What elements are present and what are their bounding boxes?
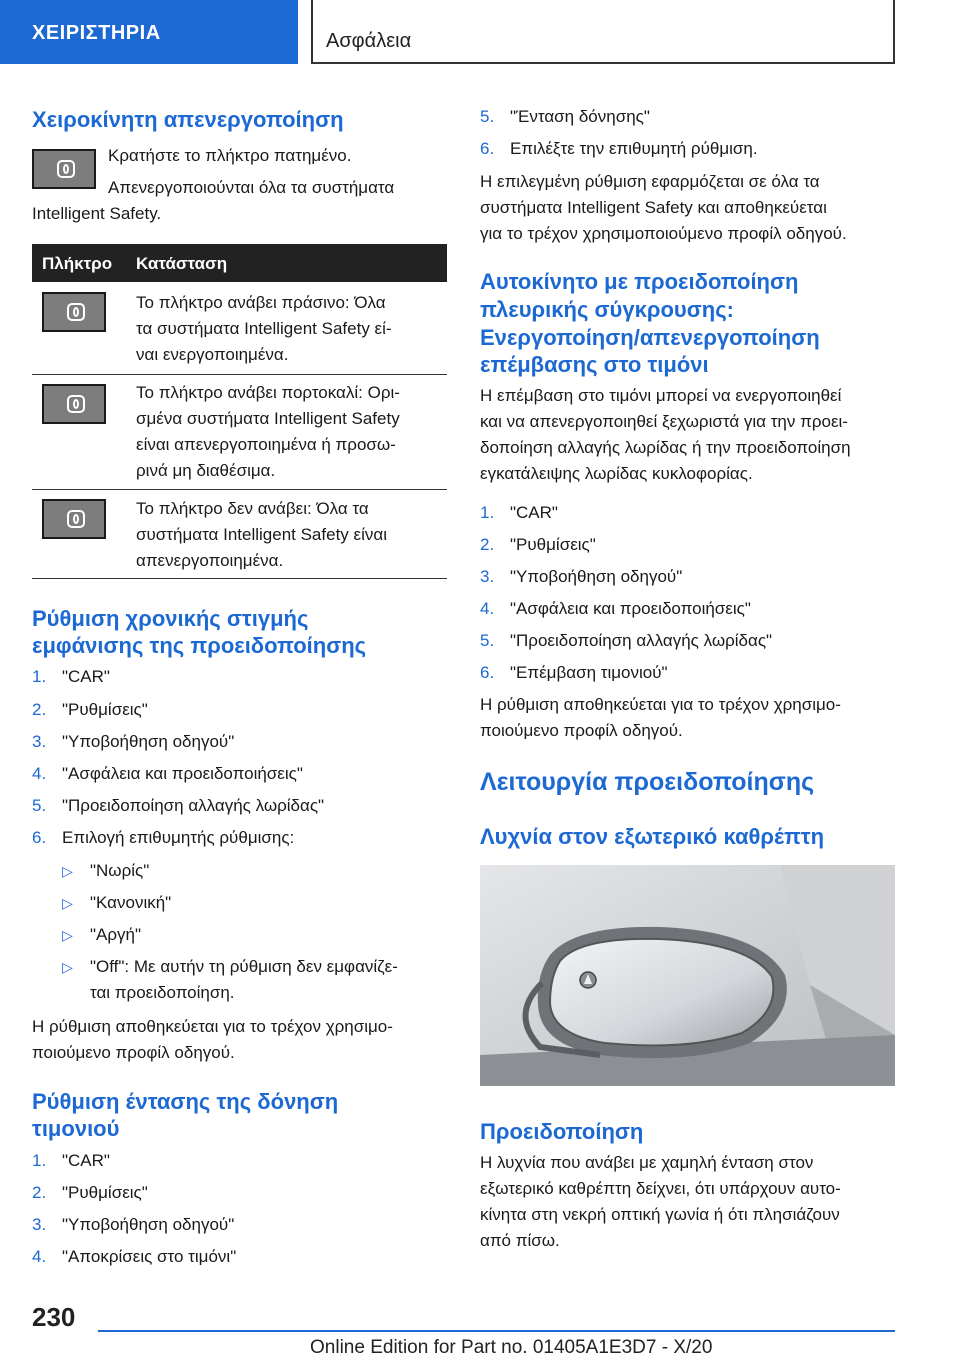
status-table-header xyxy=(32,244,447,282)
footer-rule xyxy=(98,1330,895,1332)
row2-line4: ρινά μη διαθέσιμα. xyxy=(136,461,276,480)
row2-line3: είναι απενεργοποιημένα ή προσω- xyxy=(136,435,396,454)
intelligent-safety-button-icon xyxy=(32,149,96,189)
header-divider-right xyxy=(893,0,895,64)
row3-line3: απενεργοποιημένα. xyxy=(136,551,284,570)
intervention-line4: εγκατάλειψης λωρίδας κυκλοφορίας. xyxy=(480,464,753,483)
saved-line1: Η ρύθμιση αποθηκεύεται για το τρέχον χρησιμο- xyxy=(480,695,841,714)
row3-line2: συστήματα Intelligent Safety είναι xyxy=(136,525,387,544)
side-mirror-illustration xyxy=(480,865,895,1086)
button-orange-icon xyxy=(42,384,106,424)
heading-mirror-lamp: Λυχνία στον εξωτερικό καθρέπτη xyxy=(480,824,825,849)
section-tab xyxy=(0,0,298,64)
table-bottom-rule xyxy=(32,578,447,579)
warning-line3: κίνητα στη νεκρή οπτική γωνία ή ότι πλησιάζουν xyxy=(480,1205,840,1224)
triangle-bullet-icon: ▷ xyxy=(62,927,73,943)
table-col-button: Πλήκτρο xyxy=(42,254,113,273)
button-green-icon xyxy=(42,292,106,332)
option-continuation: ται προειδοποίηση. xyxy=(90,983,235,1002)
heading-warning-timing-1: Ρύθμιση χρονικής στιγμής xyxy=(32,606,309,631)
press-instruction: Κρατήστε το πλήκτρο πατημένο. xyxy=(108,146,352,165)
row1-line3: ναι ενεργοποιημένα. xyxy=(136,345,289,364)
saved-line2: ποιούμενο προφίλ οδηγού. xyxy=(480,721,683,740)
applied-line2: συστήματα Intelligent Safety και αποθηκεύεται xyxy=(480,198,827,217)
heading-collision-3: Ενεργοποίηση/απενεργοποίηση xyxy=(480,325,820,350)
header-divider xyxy=(311,0,313,64)
intervention-line1: Η επέμβαση στο τιμόνι μπορεί να ενεργοποιηθεί xyxy=(480,386,842,405)
page-number: 230 xyxy=(32,1302,76,1332)
intervention-line2: και να απενεργοποιηθεί ξεχωριστά για την προει- xyxy=(480,412,848,431)
row3-line1: Το πλήκτρο δεν ανάβει: Όλα τα xyxy=(136,499,369,518)
saved-text-line1: Η ρύθμιση αποθηκεύεται για το τρέχον χρησιμο- xyxy=(32,1017,393,1036)
edition-note: Online Edition for Part no. 01405A1E3D7 - X/20 xyxy=(310,1337,713,1358)
heading-collision-2: πλευρικής σύγκρουσης: xyxy=(480,297,734,322)
button-off-icon xyxy=(42,499,106,539)
heading-collision-4: επέμβασης στο τιμόνι xyxy=(480,352,709,377)
heading-warning: Προειδοποίηση xyxy=(480,1119,644,1144)
applied-line1: Η επιλεγμένη ρύθμιση εφαρμόζεται σε όλα τα xyxy=(480,172,820,191)
heading-vibration-2: τιμονιού xyxy=(32,1116,120,1141)
heading-warning-function: Λειτουργία προειδοποίησης xyxy=(480,768,815,796)
page-title: Ασφάλεια xyxy=(326,30,412,52)
triangle-bullet-icon: ▷ xyxy=(62,895,73,911)
side-mirror-image xyxy=(480,865,895,1086)
table-divider xyxy=(32,489,447,490)
deactivation-text-line2: Intelligent Safety. xyxy=(32,204,162,223)
saved-text-line2: ποιούμενο προφίλ οδηγού. xyxy=(32,1043,235,1062)
table-col-status: Κατάσταση xyxy=(136,254,228,273)
warning-line2: εξωτερικό καθρέπτη δείχνει, ότι υπάρχουν αυτο- xyxy=(480,1179,841,1198)
deactivation-text-line1: Απενεργοποιούνται όλα τα συστήματα xyxy=(108,178,395,197)
warning-line1: Η λυχνία που ανάβει με χαμηλή ένταση στον xyxy=(480,1153,814,1172)
section-label: ΧΕΙΡΙΣΤΗΡΙΑ xyxy=(32,22,161,44)
warning-line4: από πίσω. xyxy=(480,1231,560,1250)
intervention-line3: δοποίηση αλλαγής λωρίδας ή την προειδοποίηση xyxy=(480,438,851,457)
header-underline xyxy=(311,62,895,64)
applied-line3: για το τρέχον χρησιμοποιούμενο προφίλ οδηγού. xyxy=(480,224,847,243)
heading-collision-1: Αυτοκίνητο με προειδοποίηση xyxy=(480,269,799,294)
triangle-bullet-icon: ▷ xyxy=(62,863,73,879)
heading-vibration-1: Ρύθμιση έντασης της δόνηση xyxy=(32,1089,339,1114)
heading-manual-deactivation: Χειροκίνητη απενεργοποίηση xyxy=(32,107,344,132)
row1-line1: Το πλήκτρο ανάβει πράσινο: Όλα xyxy=(136,293,386,312)
heading-warning-timing-2: εμφάνισης της προειδοποίησης xyxy=(32,633,367,658)
row2-line2: σμένα συστήματα Intelligent Safety xyxy=(136,409,400,428)
table-divider xyxy=(32,374,447,375)
row2-line1: Το πλήκτρο ανάβει πορτοκαλί: Ορι- xyxy=(136,383,400,402)
triangle-bullet-icon: ▷ xyxy=(62,959,73,975)
row1-line2: τα συστήματα Intelligent Safety εί- xyxy=(136,319,392,338)
